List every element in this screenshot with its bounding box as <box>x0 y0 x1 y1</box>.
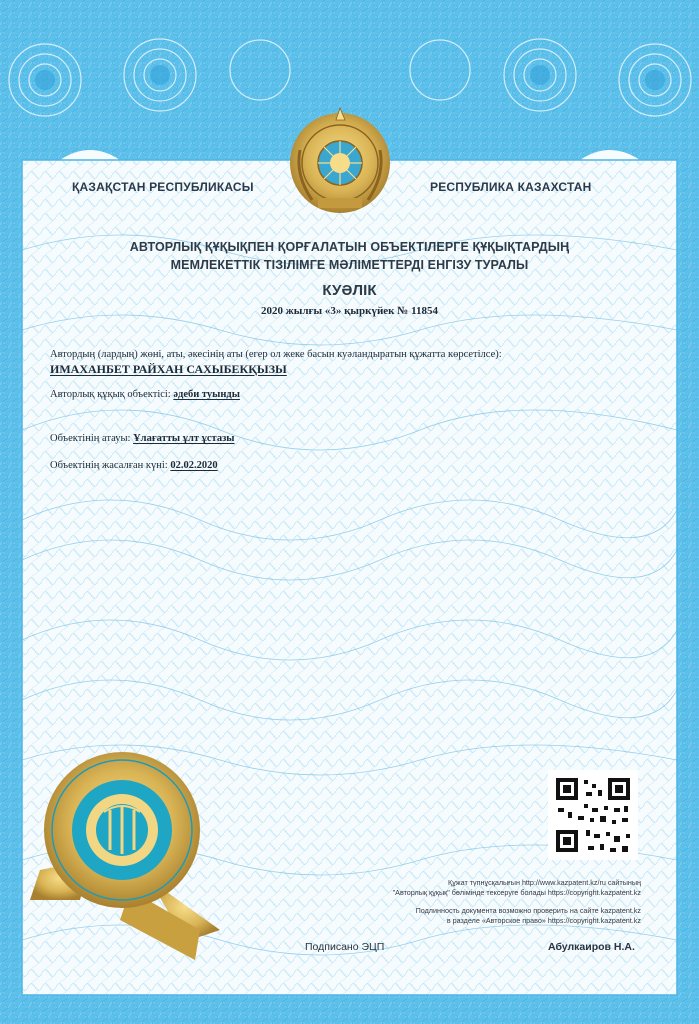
verify-kz-line-2: "Авторлық құқық" бөлімінде тексеруге болады https://copyright.kazpatent.kz <box>392 888 641 897</box>
title-line-1: АВТОРЛЫҚ ҚҰҚЫҚПЕН ҚОРҒАЛАТЫН ОБЪЕКТІЛЕРГЕ ҚҰҚЫҚТАРДЫҢ <box>129 240 570 254</box>
object-name-label: Объектінің атауы: <box>50 433 131 444</box>
signed-label: Подписано ЭЦП <box>305 941 385 953</box>
object-type-label: Авторлық құқық объектісі: <box>50 389 171 400</box>
header-country-kz: ҚАЗАҚСТАН РЕСПУБЛИКАСЫ <box>72 180 254 194</box>
title-line-2: МЕМЛЕКЕТТІК ТІЗІЛІМГЕ МӘЛІМЕТТЕРДІ ЕНГІЗУ ТУРАЛЫ <box>170 258 529 272</box>
document-type: КУӘЛІК <box>322 282 377 299</box>
institute-seal-icon <box>44 752 200 908</box>
author-value: ИМАХАНБЕТ РАЙХАН САХЫБЕКҚЫЗЫ <box>50 362 287 376</box>
object-name-row <box>50 433 235 444</box>
creation-date-row <box>50 460 218 471</box>
creation-date-value: 02.02.2020 <box>170 460 218 471</box>
signer-name: Абулкаиров Н.А. <box>548 941 635 953</box>
object-name-value: Ұлағатты ұлт ұстазы <box>133 433 235 444</box>
object-type-value: әдеби туынды <box>173 389 240 400</box>
qr-code-icon <box>548 770 638 860</box>
date-number: 2020 жылғы «3» қыркүйек № 11854 <box>261 305 438 317</box>
creation-date-label: Объектінің жасалған күні: <box>50 460 168 471</box>
verify-ru-line-2: в разделе «Авторское право» https://copyright.kazpatent.kz <box>446 916 641 925</box>
verify-kz-line-1: Құжат түпнұсқалығын http://www.kazpatent.kz/ru сайтының <box>448 878 641 887</box>
verify-ru-line-1: Подлинность документа возможно проверить на сайте kazpatent.kz <box>415 906 641 915</box>
author-label: Автордың (лардың) жөні, аты, әкесінің аты (егер ол жеке басын куәландыратын құжатта көрсетілсе): <box>50 349 502 360</box>
header-country-ru: РЕСПУБЛИКА КАЗАХСТАН <box>430 180 592 194</box>
object-type-row <box>50 389 240 400</box>
